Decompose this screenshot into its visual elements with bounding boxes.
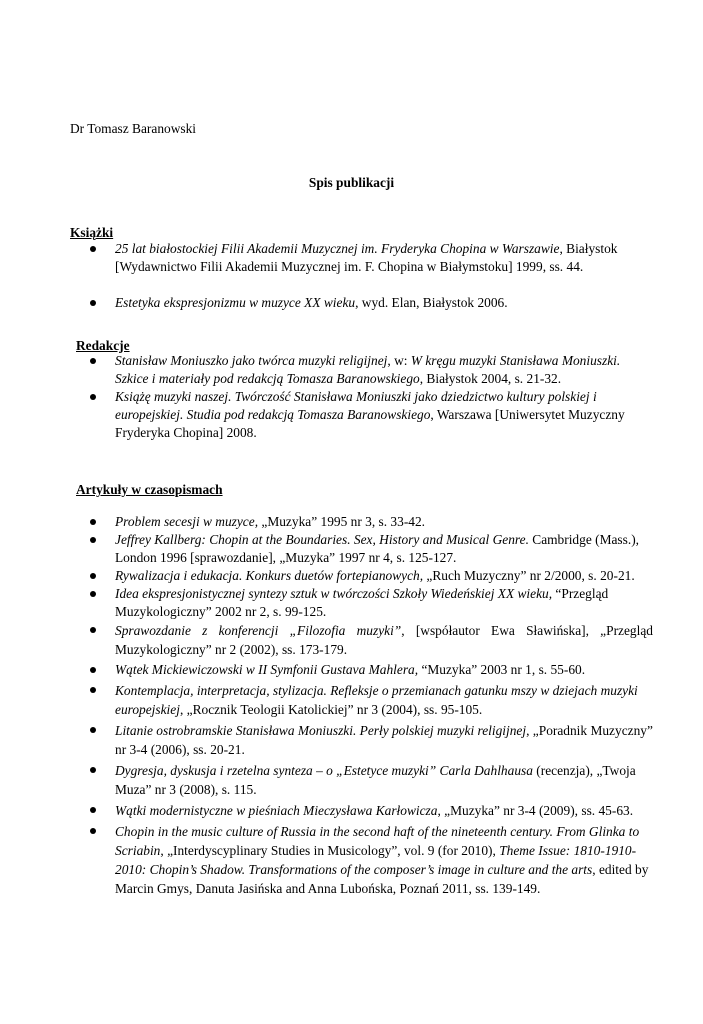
- article-details: “Muzyka” 2003 nr 1, s. 55-60.: [418, 662, 586, 677]
- article-title: Rywalizacja i edukacja. Konkurs duetów fortepianowych,: [115, 568, 427, 583]
- article-title: Idea ekspresjonistycznej syntezy sztuk w twórczości Szkoły Wiedeńskiej XX wieku,: [115, 586, 553, 601]
- bullet-icon: [90, 300, 96, 306]
- bullet-icon: [90, 667, 96, 673]
- article-details: “Przegląd Muzykologiczny” 2002 nr 2, s. 99-125.: [115, 586, 609, 619]
- list-item: [86, 240, 656, 276]
- book-title: Estetyka ekspresjonizmu w muzyce XX wieku: [115, 295, 356, 310]
- bullet-icon: [90, 394, 96, 400]
- article-details: , „Interdyscyplinary Studies in Musicology”, vol. 9 (for 2010),: [160, 843, 500, 858]
- article-title: Jeffrey Kallberg: Chopin at the Boundaries. Sex, History and Musical Genre.: [115, 532, 529, 547]
- article-title: Wątek Mickiewiczowski w II Symfonii Gustava Mahlera,: [115, 662, 419, 677]
- author-name: Dr Tomasz Baranowski: [70, 121, 197, 136]
- article-details: , „Poradnik Muzyczny” nr 3-4 (2006), ss. 20-21.: [115, 723, 653, 757]
- article-details: , „Rocznik Teologii Katolickiej” nr 3 (2004), ss. 95-105.: [179, 702, 483, 717]
- list-item: [86, 822, 653, 898]
- article-title: Litanie ostrobramskie Stanisława Moniuszki. Perły polskiej muzyki religijnej: [115, 723, 527, 738]
- list-item: [86, 721, 653, 759]
- list-item: [86, 801, 653, 820]
- issue-details: , edited by Marcin Gmys, Danuta Jasińska and Anna Lubońska, Poznań 2011, ss. 139-149.: [115, 862, 649, 896]
- section-heading-articles: Artykuły w czasopismach: [76, 482, 223, 497]
- volume-title: Książę muzyki naszej. Twórczość Stanisława Moniuszki jako dziedzictwo kultury polskiej i europejskiej. Studia pod redakcją Tomasza Baranowskiego: [115, 389, 597, 422]
- list-item: [86, 761, 653, 799]
- chapter-in: , w:: [387, 353, 411, 368]
- books-list: [86, 240, 656, 312]
- editions-list: [86, 352, 656, 442]
- article-details: (recenzja), „Twoja Muza” nr 3 (2008), s. 115.: [115, 763, 636, 797]
- list-item: [86, 513, 653, 531]
- article-title: Problem secesji w muzyce,: [115, 514, 262, 529]
- bullet-icon: [90, 727, 96, 733]
- bullet-icon: [90, 537, 96, 543]
- bullet-icon: [90, 828, 96, 834]
- list-item: [86, 531, 653, 567]
- page-title: Spis publikacji: [308, 175, 395, 190]
- list-item: [86, 681, 653, 719]
- list-item: [86, 621, 653, 659]
- bullet-icon: [90, 519, 96, 525]
- issue-title: Theme Issue: 1810-1910-2010: Chopin’s Shadow. Transformations of the composer’s image in culture and the arts: [115, 843, 637, 877]
- volume-title: W kręgu muzyki Stanisława Moniuszki. Szkice i materiały pod redakcją Tomasza Baranowskiego: [115, 353, 621, 386]
- chapter-title: Stanisław Moniuszko jako twórca muzyki religijnej: [115, 353, 388, 368]
- section-heading-editions: Redakcje: [76, 338, 130, 353]
- article-title: Kontemplacja, interpretacja, stylizacja. Refleksje o przemianach gatunku mszy w dziejach muzyki europejskiej: [115, 683, 638, 717]
- chapter-details: , Białystok 2004, s. 21-32.: [419, 371, 562, 386]
- book-details: , wyd. Elan, Białystok 2006.: [355, 295, 508, 310]
- volume-details: , Warszawa [Uniwersytet Muzyczny Fryderyka Chopina] 2008.: [115, 407, 625, 440]
- article-details: , „Muzyka” nr 3-4 (2009), ss. 45-63.: [437, 803, 634, 818]
- bullet-icon: [90, 627, 96, 633]
- section-heading-books: Książki: [70, 225, 114, 240]
- bullet-icon: [90, 687, 96, 693]
- book-details: , Białystok [Wydawnictwo Filii Akademii Muzycznej im. F. Chopina w Białymstoku] 1999, ss. 44.: [115, 241, 618, 274]
- bullet-icon: [90, 246, 96, 252]
- bullet-icon: [90, 573, 96, 579]
- list-item: [86, 352, 656, 388]
- article-details: Cambridge (Mass.), London 1996 [sprawozdanie], „Muzyka” 1997 nr 4, s. 125-127.: [115, 532, 640, 565]
- article-title: Chopin in the music culture of Russia in the second haft of the nineteenth century. From Glinka to Scriabin: [115, 824, 640, 858]
- bullet-icon: [90, 767, 96, 773]
- bullet-icon: [90, 807, 96, 813]
- list-item: [86, 661, 653, 679]
- list-item: [86, 567, 653, 585]
- list-item: [86, 294, 656, 312]
- article-details: „Ruch Muzyczny” nr 2/2000, s. 20-21.: [426, 568, 635, 583]
- list-item: [86, 585, 653, 621]
- list-item: [86, 388, 656, 442]
- bullet-icon: [90, 591, 96, 597]
- article-title: Sprawozdanie z konferencji „Filozofia muzyki”: [115, 623, 402, 638]
- article-title: Wątki modernistyczne w pieśniach Mieczysława Karłowicza: [115, 803, 438, 818]
- article-details: „Muzyka” 1995 nr 3, s. 33-42.: [261, 514, 426, 529]
- article-title: Dygresja, dyskusja i rzetelna synteza – o „Estetyce muzyki” Carla Dahlhausa: [115, 763, 533, 778]
- articles-list: [86, 513, 653, 898]
- article-details: , [współautor Ewa Sławińska], „Przegląd Muzykologiczny” nr 2 (2002), ss. 173-179.: [115, 623, 653, 657]
- book-title: 25 lat białostockiej Filii Akademii Muzycznej im. Fryderyka Chopina w Warszawie: [115, 241, 560, 256]
- bullet-icon: [90, 358, 96, 364]
